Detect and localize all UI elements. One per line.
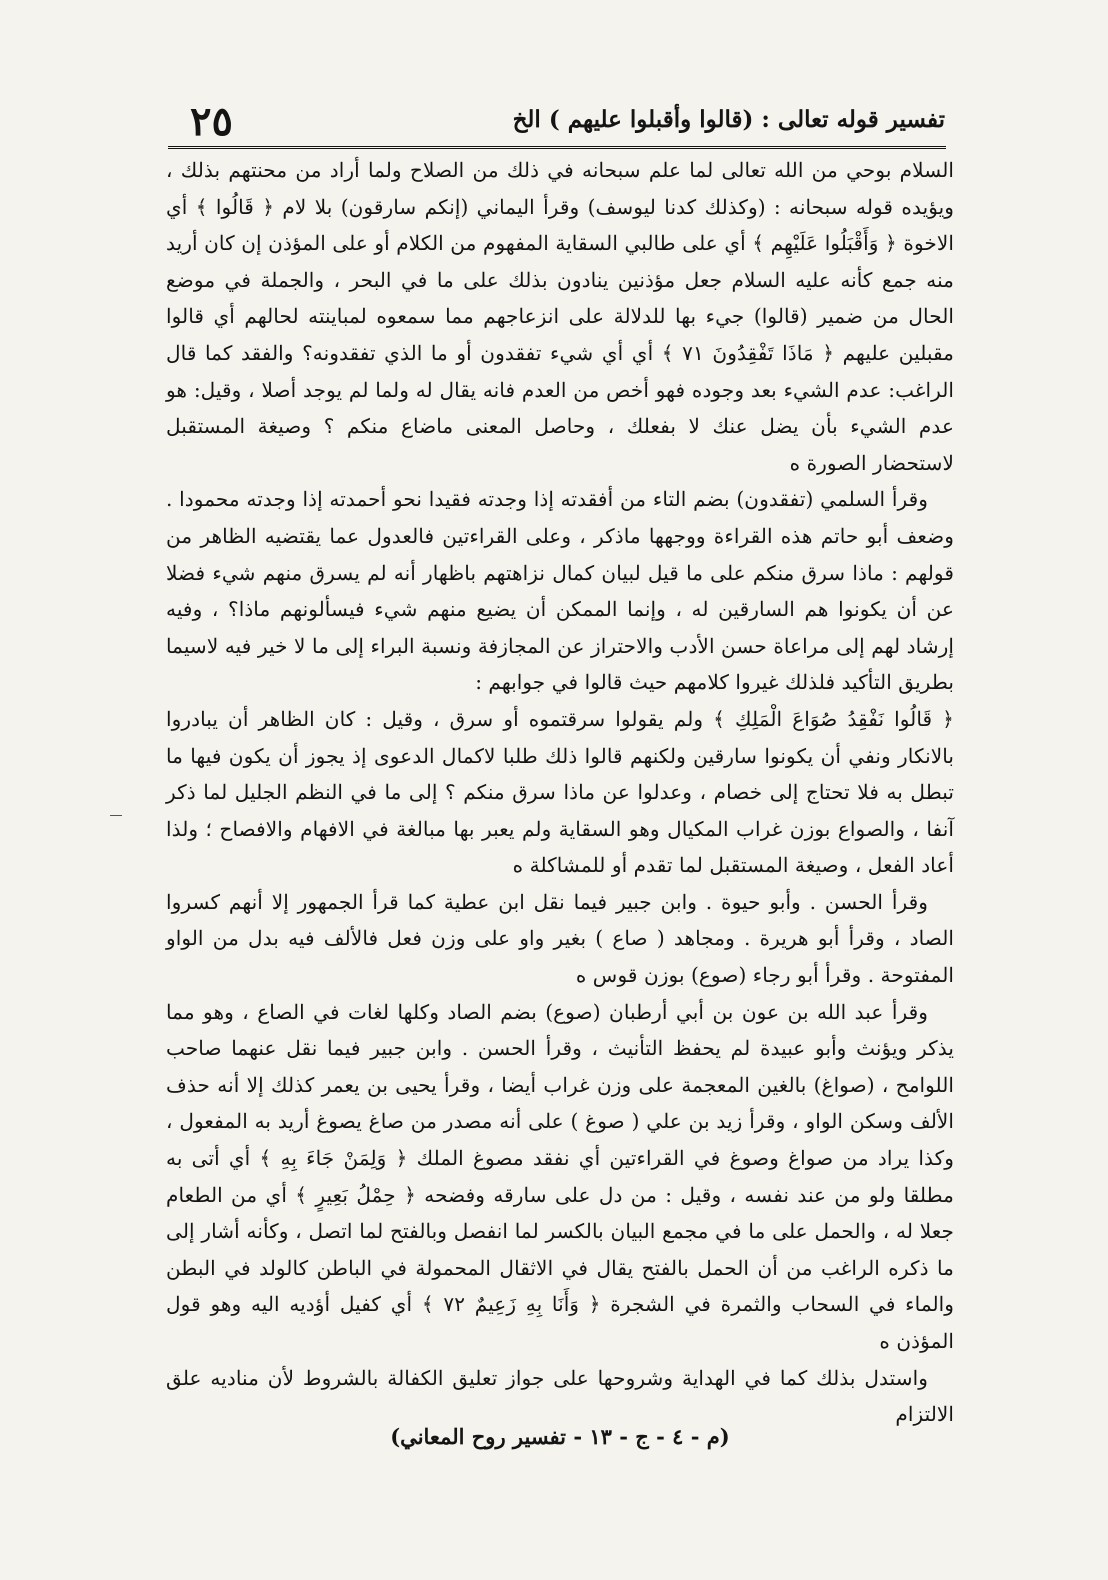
page-number: ٢٥ [190, 98, 233, 145]
header-rule [168, 146, 946, 149]
paragraph: السلام بوحي من الله تعالى لما علم سبحانه في ذلك من الصلاح ولما أراد من محنتهم بذلك ، ويؤيده قوله سبحانه : (وكذلك كدنا ليوسف) وقرأ اليماني (إنكم سارقون) بلا لام ﴿ قَالُوا ﴾ أي الاخوة ﴿ وَأَقْبَلُوا عَلَيْهِم ﴾ أي على طالبي السقاية المفهوم من الكلام أو على المؤذن إن كان أريد منه جمع كأنه عليه السلام جعل مؤذنين ينادون بذلك على ما في البحر ، والجملة في موضع الحال من ضمير (قالوا) جيء بها للدلالة على انزعاجهم مما سمعوه لمباينته لحالهم أي قالوا مقبلين عليهم ﴿ مَاذَا تَفْقِدُونَ ٧١ ﴾ أي أي شيء تفقدون أو ما الذي تفقدونه؟ والفقد كما قال الراغب: عدم الشيء بعد وجوده فهو أخص من العدم فانه يقال له ولما لم يوجد أصلا ، وقيل: هو عدم الشيء بأن يضل عنك لا بفعلك ، وحاصل المعنى ماضاع منكم ؟ وصيغة المستقبل لاستحضار الصورة ه [166, 158, 954, 475]
body-text [166, 152, 954, 1427]
margin-mark [110, 815, 122, 816]
signature-line: (م - ٤ - ج - ١٣ - تفسير روح المعاني) [390, 1424, 730, 1449]
page-header [165, 98, 945, 144]
paragraph: وقرأ السلمي (تفقدون) بضم التاء من أفقدته إذا وجدته فقيدا نحو أحمدته إذا وجدته محمودا . وضعف أبو حاتم هذه القراءة ووجهها ماذكر ، وعلى القراءتين فالعدول عما يقتضيه الظاهر من قولهم : ماذا سرق منكم على ما قيل لبيان كمال نزاهتهم باظهار أنه لم يسرق منهم شيء فضلا عن أن يكونوا هم السارقين له ، وإنما الممكن أن يضيع منهم شيء فيسألونهم ماذا؟ ، وفيه إرشاد لهم إلى مراعاة حسن الأدب والاحتراز عن المجازفة ونسبة البراء إلى ما لا خير فيه لاسيما بطريق التأكيد فلذلك غيروا كلامهم حيث قالوا في جوابهم : [166, 487, 954, 695]
paragraph: وقرأ عبد الله بن عون بن أبي أرطبان (صوع) بضم الصاد وكلها لغات في الصاع ، وهو مما يذكر ويؤنث وأبو عبيدة لم يحفظ التأنيث ، وقرأ الحسن . وابن جبير فيما نقل عنهما صاحب اللوامح ، (صواغ) بالغين المعجمة على وزن غراب أيضا ، وقرأ يحيى بن يعمر كذلك إلا أنه حذف الألف وسكن الواو ، وقرأ زيد بن علي ( صوغ ) على أنه مصدر من صاغ يصوغ أريد به المفعول ، وكذا يراد من صواغ وصوغ في القراءتين أي نفقد مصوغ الملك ﴿ وَلِمَنْ جَاءَ بِهِ ﴾ أي أتى به مطلقا ولو من عند نفسه ، وقيل : من دل على سارقه وفضحه ﴿ حِمْلُ بَعِيرٍ ﴾ أي من الطعام جعلا له ، والحمل على ما في مجمع البيان بالكسر لما انفصل وبالفتح لما اتصل ، وكأنه أشار إلى ما ذكره الراغب من أن الحمل بالفتح يقال في الاثقال المحمولة في الباطن كالولد في البطن والماء في السحاب والثمرة في الشجرة ﴿ وَأَنَا بِهِ زَعِيمٌ ٧٢ ﴾ أي كفيل أؤديه اليه وهو قول المؤذن ه [166, 999, 954, 1353]
paragraph: واستدل بذلك كما في الهداية وشروحها على جواز تعليق الكفالة بالشروط لأن مناديه علق الالتزام [166, 1365, 954, 1427]
paragraph: ﴿ قَالُوا نَفْقِدُ صُوَاعَ الْمَلِكِ ﴾ ولم يقولوا سرقتموه أو سرق ، وقيل : كان الظاهر أن يبادروا بالانكار ونفي أن يكونوا سارقين ولكنهم قالوا ذلك طلبا لاكمال الدعوى إذ يجوز أن يكون فيها ما تبطل به فلا تحتاج إلى خصام ، وعدلوا عن ماذا سرق منكم ؟ إلى ما في النظم الجليل لما ذكر آنفا ، والصواع بوزن غراب المكيال وهو السقاية ولم يعبر بها مبالغة في الافهام والافصاح ؛ ولذا أعاد الفعل ، وصيغة المستقبل لما تقدم أو للمشاكلة ه [166, 706, 954, 878]
paragraph: وقرأ الحسن . وأبو حيوة . وابن جبير فيما نقل ابن عطية كما قرأ الجمهور إلا أنهم كسروا الصاد ، وقرأ أبو هريرة . ومجاهد ( صاع ) بغير واو على وزن فعل فالألف فيه بدل من الواو المفتوحة . وقرأ أبو رجاء (صوع) بوزن قوس ه [166, 889, 954, 988]
running-head: تفسير قوله تعالى : (قالوا وأقبلوا عليهم ) الخ [512, 106, 945, 133]
